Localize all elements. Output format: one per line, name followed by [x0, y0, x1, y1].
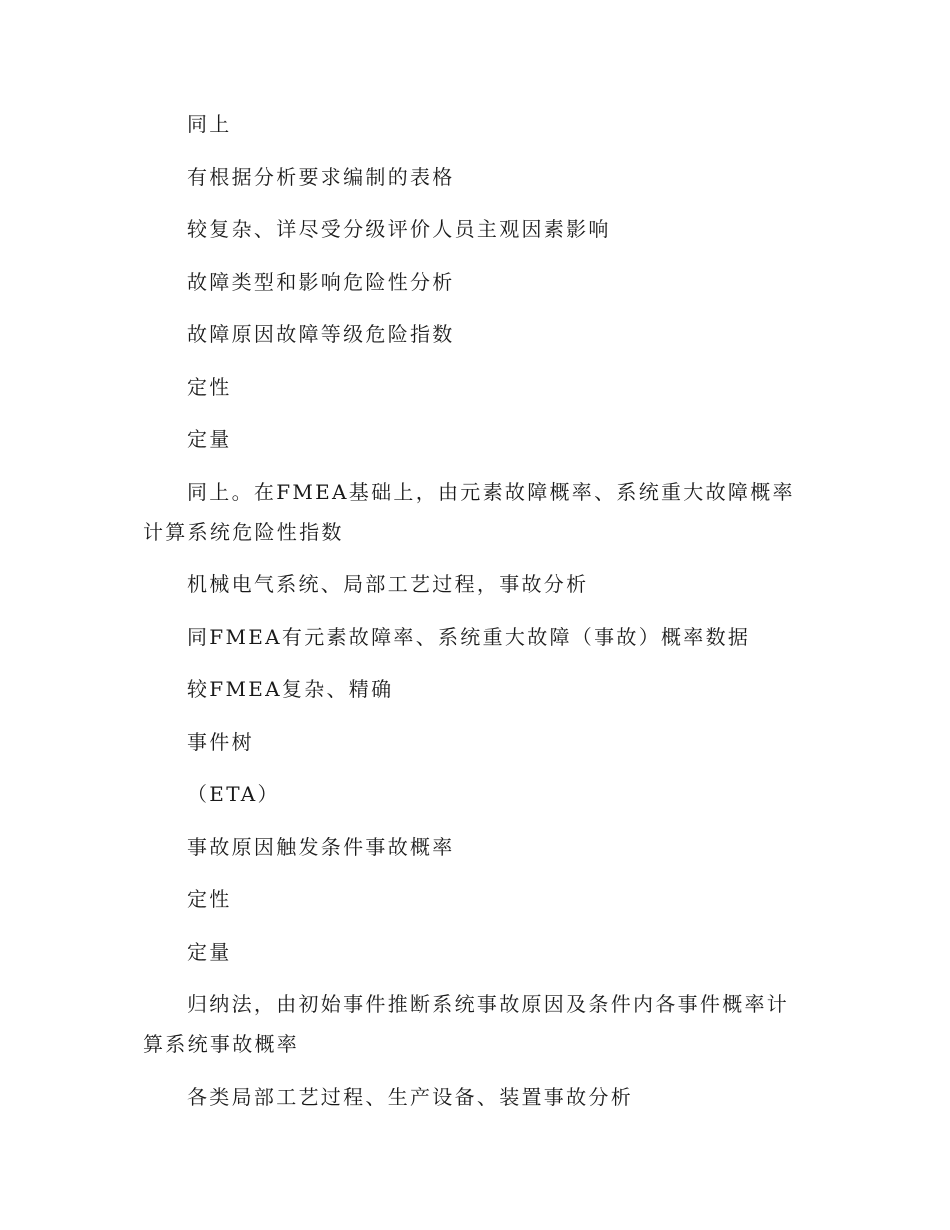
paragraph-14: 事故原因触发条件事故概率	[187, 834, 455, 859]
paragraph-9: 机械电气系统、局部工艺过程，事故分析	[187, 572, 589, 596]
paragraph-4: 故障类型和影响危险性分析	[187, 269, 455, 294]
paragraph-12: 事件树	[187, 729, 254, 754]
paragraph-10: 同FMEA有元素故障率、系统重大故障（事故）概率数据	[187, 624, 751, 649]
document-body	[143, 104, 808, 1129]
paragraph-18: 各类局部工艺过程、生产设备、装置事故分析	[187, 1084, 633, 1109]
paragraph-3: 较复杂、详尽受分级评价人员主观因素影响	[187, 217, 611, 241]
paragraph-11: 较FMEA复杂、精确	[187, 677, 394, 701]
paragraph-6: 定性	[187, 374, 232, 399]
paragraph-17: 归纳法，由初始事件推断系统事故原因及条件内各事件概率计算系统事故概率	[143, 992, 790, 1056]
paragraph-13: （ETA）	[187, 782, 280, 806]
paragraph-8: 同上。在FMEA基础上，由元素故障概率、系统重大故障概率计算系统危险性指数	[143, 479, 795, 544]
paragraph-15: 定性	[187, 887, 232, 911]
paragraph-5: 故障原因故障等级危险指数	[187, 322, 455, 346]
paragraph-16: 定量	[187, 939, 232, 964]
paragraph-2: 有根据分析要求编制的表格	[187, 164, 455, 189]
paragraph-7: 定量	[187, 427, 232, 451]
paragraph-1: 同上	[187, 112, 232, 136]
